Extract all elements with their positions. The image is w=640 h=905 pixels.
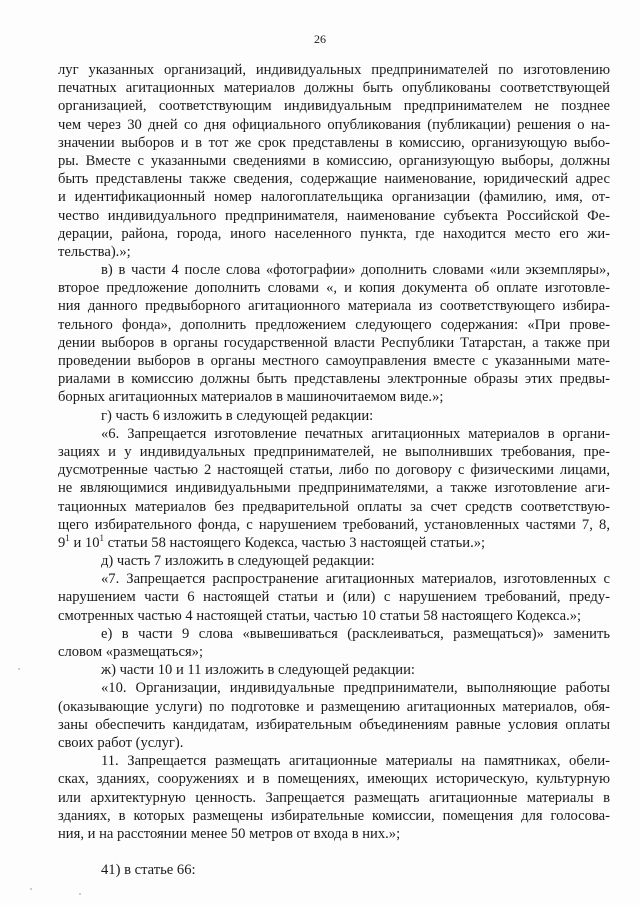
text-line: тационных материалов без предварительной оплаты за счет средств соответствую- bbox=[58, 498, 610, 515]
text-line: словом «размещаться»; bbox=[58, 644, 204, 660]
scan-speck bbox=[30, 888, 32, 890]
text-line: ния, и на расстоянии менее 50 метров от входа в них.»; bbox=[58, 825, 401, 842]
text-line: нарушением части 6 настоящей статьи и (или) с нарушением требований, преду- bbox=[58, 589, 610, 606]
text-line: 41) в статье 66: bbox=[101, 862, 196, 879]
text-line: г) часть 6 изложить в следующей редакции: bbox=[101, 407, 374, 424]
scan-speck bbox=[79, 893, 81, 895]
text-line: е) в части 9 слова «вывешиваться (расклеиваться, размещаться)» заменить bbox=[101, 625, 610, 642]
text-line: д) часть 7 изложить в следующей редакции: bbox=[101, 553, 375, 570]
text-line: дении выборов в органы государственной власти Республики Татарстан, а также при bbox=[58, 334, 610, 351]
text-line: зациях и у индивидуальных предпринимателей, не выполнивших требования, пре- bbox=[58, 443, 610, 460]
text-line: в) в части 4 после слова «фотографии» дополнить словами «или экземпляры», bbox=[101, 262, 610, 279]
text-line: $9^1$ и $10^1$ статьи 58 настоящего Кодекса, частью 3 настоящей статьи.»; bbox=[58, 533, 486, 551]
text-line: и идентификационный номер налогоплательщика организации (фамилию, имя, от- bbox=[58, 189, 610, 206]
text-line: не являющимися индивидуальными предпринимателями, а также изготовление аги- bbox=[58, 480, 610, 497]
text-line: 11. Запрещается размещать агитационные материалы на памятниках, обели- bbox=[101, 753, 610, 770]
text-line: риалами в комиссию должны быть представлены электронные образы этих предвы- bbox=[58, 371, 610, 388]
text-line: печатных агитационных материалов должны быть опубликованы соответствующей bbox=[58, 80, 610, 97]
text-line: значении выборов и в тот же срок представлены в комиссию, организующую выбо- bbox=[58, 134, 610, 151]
text-line: быть представлены также сведения, содержащие наименование, юридический адрес bbox=[58, 171, 610, 188]
text-line: второе предложение дополнить словами «, и копия документа об оплате изготовле- bbox=[58, 280, 610, 297]
text-line: чем через 30 дней со дня официального опубликования (публикации) решения о на- bbox=[58, 116, 610, 133]
paragraph-gap bbox=[58, 843, 610, 861]
text-line: или архитектурную ценность. Запрещается размещать агитационные материалы в bbox=[58, 789, 610, 806]
text-line: зданиях, в которых размещены избирательные комиссии, помещения для голосова- bbox=[58, 807, 610, 824]
text-line: щего избирательного фонда, с нарушением требований, установленных частями 7, 8, bbox=[58, 516, 610, 533]
scan-speck bbox=[18, 668, 20, 670]
text-line: «10. Организации, индивидуальные предприниматели, выполняющие работы bbox=[101, 680, 610, 697]
text-line: луг указанных организаций, индивидуальных предпринимателей по изготовлению bbox=[58, 62, 610, 78]
text-line: дерации, района, города, иного населенного пункта, где находится место его жи- bbox=[58, 225, 610, 242]
text-line: проведении выборов в органы местного самоуправления вместе с указанными мате- bbox=[58, 353, 610, 369]
text-line: ры. Вместе с указанными сведениями в комиссию, организующую выборы, должны bbox=[58, 152, 610, 169]
text-line: «6. Запрещается изготовление печатных агитационных материалов в органи- bbox=[101, 425, 610, 442]
text-line: дусмотренные частью 2 настоящей статьи, либо по договору с физическими лицами, bbox=[58, 462, 610, 479]
text-line: тельства).»; bbox=[58, 243, 131, 260]
text-line: «7. Запрещается распространение агитационных материалов, изготовленных с bbox=[101, 571, 610, 588]
document-body bbox=[58, 61, 610, 879]
text-line: ж) части 10 и 11 изложить в следующей редакции: bbox=[101, 662, 415, 679]
text-line: тельного фонда», дополнить предложением следующего содержания: «При прове- bbox=[58, 316, 610, 333]
text-line: (оказывающие услуги) по подготовке и размещению агитационных материалов, обя- bbox=[58, 698, 610, 715]
text-line: ния данного предвыборного агитационного материала из соответствующего избира- bbox=[58, 298, 610, 315]
text-line: своих работ (услуг). bbox=[58, 734, 184, 751]
text-line: чество индивидуального предпринимателя, наименование субъекта Российской Фе- bbox=[58, 207, 610, 224]
text-line: заны обеспечить кандидатам, избирательным объединениям равные условия оплаты bbox=[58, 716, 610, 733]
text-line: организацией, соответствующим индивидуальным предпринимателем не позднее bbox=[58, 98, 610, 115]
page-number: 26 bbox=[314, 32, 326, 46]
text-line: борных агитационных материалов в машиночитаемом виде.»; bbox=[58, 389, 444, 406]
text-line: смотренных частью 4 настоящей статьи, частью 10 статьи 58 настоящего Кодекса.»; bbox=[58, 607, 582, 624]
text-line: сках, зданиях, сооружениях и в помещениях, имеющих историческую, культурную bbox=[58, 771, 610, 788]
